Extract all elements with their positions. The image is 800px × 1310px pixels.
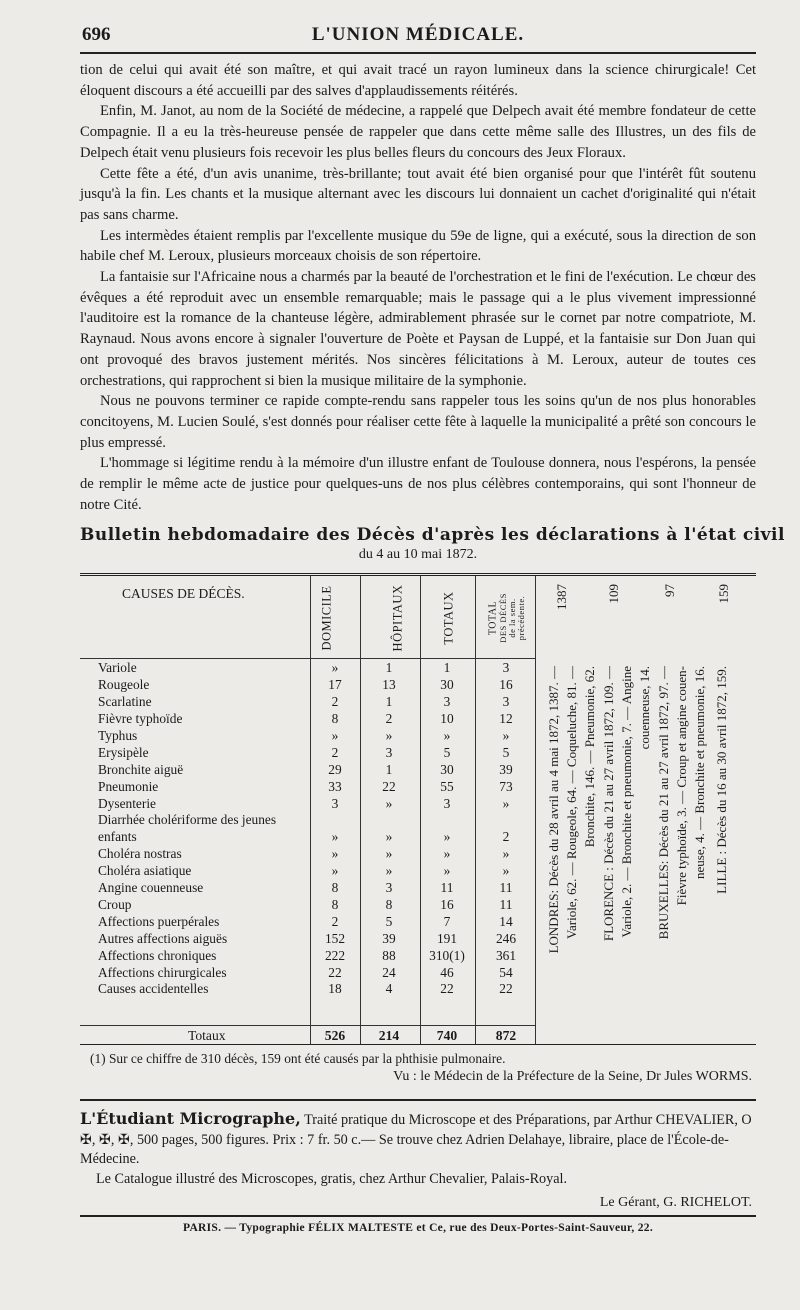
table-row: Choléra asiatique » » » »	[98, 863, 510, 879]
article-paragraph: Enfin, M. Janot, au nom de la Société de médecine, a rappelé que Delpech avait été membre fondateur de cette Compagnie. Il a eu la très-heureuse pensée de rappeler que dans cette même salle des Illustres, un des fils de Delpech était venu plusieurs fois recevoir les plus belles fleurs du concours des Jeux Floraux.	[80, 103, 756, 161]
totaux-header: TOTAUX	[441, 591, 456, 646]
article-paragraph: La fantaisie sur l'Africaine nous a charmés par la beauté de l'orchestration et le fini de l'exécution. Le chœur des évêques a été reproduit avec un ensemble remarquable; mais le passage qui a le plus vivement impressionné l'auditoire est la romance de la chanteuse légère, admirablement phrasée sur le cornet par notre compatriote, M. Raynaud. Nous avons encore à signaler l'ouverture de Poète et Paysan de Luppé, et la fantaisie sur Don Juan qui ont provoqué des bravos justement mérités. Nos sincères félicitations à M. Leroux, auteur de toutes ces orchestrations, qui rapprochent si bien la musique militaire de la symphonie.	[80, 269, 756, 389]
causes-header: CAUSES DE DÉCÈS.	[122, 586, 245, 602]
article-body	[80, 60, 756, 515]
bulletin-title: Bulletin hebdomadaire des Décès d'après les déclarations à l'état civil	[80, 525, 785, 546]
florence-text: Variole, 2. — Bronchite et pneumonie, 7. — Angine	[619, 666, 634, 938]
table-row: Bronchite aiguë 29 1 30 39	[98, 761, 513, 777]
running-header	[80, 18, 756, 54]
table-row: Typhus » » » »	[98, 728, 510, 744]
florence-total: 109	[606, 584, 621, 604]
article-paragraph: Cette fête a été, d'un avis unanime, très-brillante; tout avait été bien organisé pour que l'intérêt fût soutenu jusqu'à la fin. Les chants et la musique alternant avec les discours lui donnaient un cachet d'originalité qui n'était pas sans charme.	[80, 165, 756, 223]
totals-rule	[80, 1025, 535, 1026]
advert-catalogue: Le Catalogue illustré des Microscopes, gratis, chez Arthur Chevalier, Palais-Royal.	[96, 1170, 568, 1187]
table-rows	[80, 660, 535, 998]
table-row: Autres affections aiguës 152 39 191 246	[98, 930, 517, 946]
article-paragraph: tion de celui qui avait été son maître, et qui avait tracé un rayon lumineux dans la science chirurgicale! Cet éloquent discours a été accueilli par des salves d'applaudissements réitérés.	[80, 62, 756, 99]
london-total: 1387	[554, 584, 569, 611]
table-row: Pneumonie 33 22 55 73	[98, 778, 513, 794]
table-row: Affections chirurgicales 22 24 46 54	[98, 964, 513, 980]
table-row: Dysenterie 3 » 3 »	[98, 795, 510, 811]
london-text: Variole, 62. — Rougeole, 64. — Coqueluche, 81. —	[564, 666, 579, 940]
bruxelles-total: 97	[662, 584, 677, 598]
bulletin-dates: du 4 au 10 mai 1872.	[358, 547, 478, 563]
table-row: Erysipèle 2 3 5 5	[98, 744, 510, 760]
table-row: Angine couenneuse 8 3 11 11	[98, 880, 513, 896]
deaths-table	[80, 573, 756, 1045]
article-paragraph: L'hommage si légitime rendu à la mémoire d'un illustre enfant de Toulouse donnera, nous l'espérons, la pensée de remplir le même acte de justice pour quelques-uns de nos plus célèbres contemporains, qui sont l'honneur de notre Cité.	[80, 455, 756, 513]
table-footnote: (1) Sur ce chiffre de 310 décès, 159 ont été causés par la phthisie pulmonaire.	[90, 1051, 506, 1067]
domicile-header: DOMICILE	[319, 585, 334, 652]
table-row: Affections puerpérales 2 5 7 14	[98, 913, 513, 929]
table-row: Affections chroniques 222 88 310(1) 361	[98, 947, 517, 963]
table-row: Variole » 1 1 3	[98, 660, 510, 676]
previous-week-header: TOTAL DES DÉCÈS de la sem. précédente.	[487, 593, 526, 644]
london-text: LONDRES: Décès du 28 avril au 4 mai 1872, 1387. —	[546, 666, 561, 954]
gerant-signature: Le Gérant, G. RICHELOT.	[599, 1195, 752, 1211]
bruxelles-text: Fièvre typhoïde, 3. — Croup et angine couen-	[674, 666, 689, 906]
bruxelles-text: BRUXELLES: Décès du 21 au 27 avril 1872, 97. —	[656, 666, 671, 940]
table-row: Scarlatine 2 1 3 3	[98, 694, 510, 710]
table-row: Fièvre typhoïde 8 2 10 12	[98, 711, 513, 727]
header-rule	[80, 658, 535, 659]
florence-text: FLORENCE : Décès du 21 au 27 avril 1872, 109. —	[601, 666, 616, 942]
visa-line: Vu : le Médecin de la Préfecture de la Seine, Dr Jules WORMS.	[393, 1069, 752, 1085]
article-paragraph: Les intermèdes étaient remplis par l'excellente musique du 59e de ligne, qui a exécuté, sous la direction de son habile chef M. Leroux, plusieurs morceaux choisis de son répertoire.	[80, 227, 756, 265]
journal-page	[80, 18, 785, 1235]
table-row: Causes accidentelles 18 4 22 22	[98, 981, 513, 997]
advert-text: Traité pratique du Microscope et des Préparations, par Arthur CHEVALIER, O ✠, ✠, ✠, 500 pages, 500 figures. Prix : 7 fr. 50 c.— Se trouve chez Adrien Delahaye, libraire, place de l'École-de-Médecine.	[80, 1112, 752, 1168]
page-number: 696	[82, 24, 111, 45]
florence-text: couenneuse, 14.	[637, 666, 652, 750]
bruxelles-text: neuse, 4. — Bronchite et pneumonie, 16.	[692, 666, 707, 880]
totals-row: Totaux 526 214 740 872	[188, 1028, 517, 1044]
table-row: Choléra nostras » » » »	[98, 846, 510, 862]
column-divider	[535, 576, 536, 1044]
lille-total: 159	[716, 584, 731, 604]
journal-title: L'UNION MÉDICALE.	[311, 24, 525, 45]
lille-text: LILLE : Décès du 16 au 30 avril 1872, 159.	[714, 666, 729, 895]
london-text: Bronchite, 146. — Pneumonie, 62.	[582, 666, 597, 848]
table-row: Croup 8 8 16 11	[98, 896, 513, 912]
article-paragraph: Nous ne pouvons terminer ce rapide compte-rendu sans rappeler tous les soins qu'un de nos plus honorables concitoyens, M. Lucien Soulé, s'est donnés pour réaliser cette fête à laquelle la municipalité a prêté son concours le plus empressé.	[80, 393, 756, 451]
table-row: Diarrhée cholériforme des jeunes enfants » » » 2	[98, 812, 510, 845]
advert-brand: L'Étudiant Micrographe,	[80, 1109, 301, 1129]
table-row: Rougeole 17 13 30 16	[98, 677, 513, 693]
advertisement	[80, 1099, 756, 1189]
printer-imprint: PARIS. — Typographie FÉLIX MALTESTE et Ce, rue des Deux-Portes-Saint-Sauveur, 22.	[80, 1215, 756, 1234]
hopitaux-header: HÔPITAUX	[390, 585, 405, 652]
